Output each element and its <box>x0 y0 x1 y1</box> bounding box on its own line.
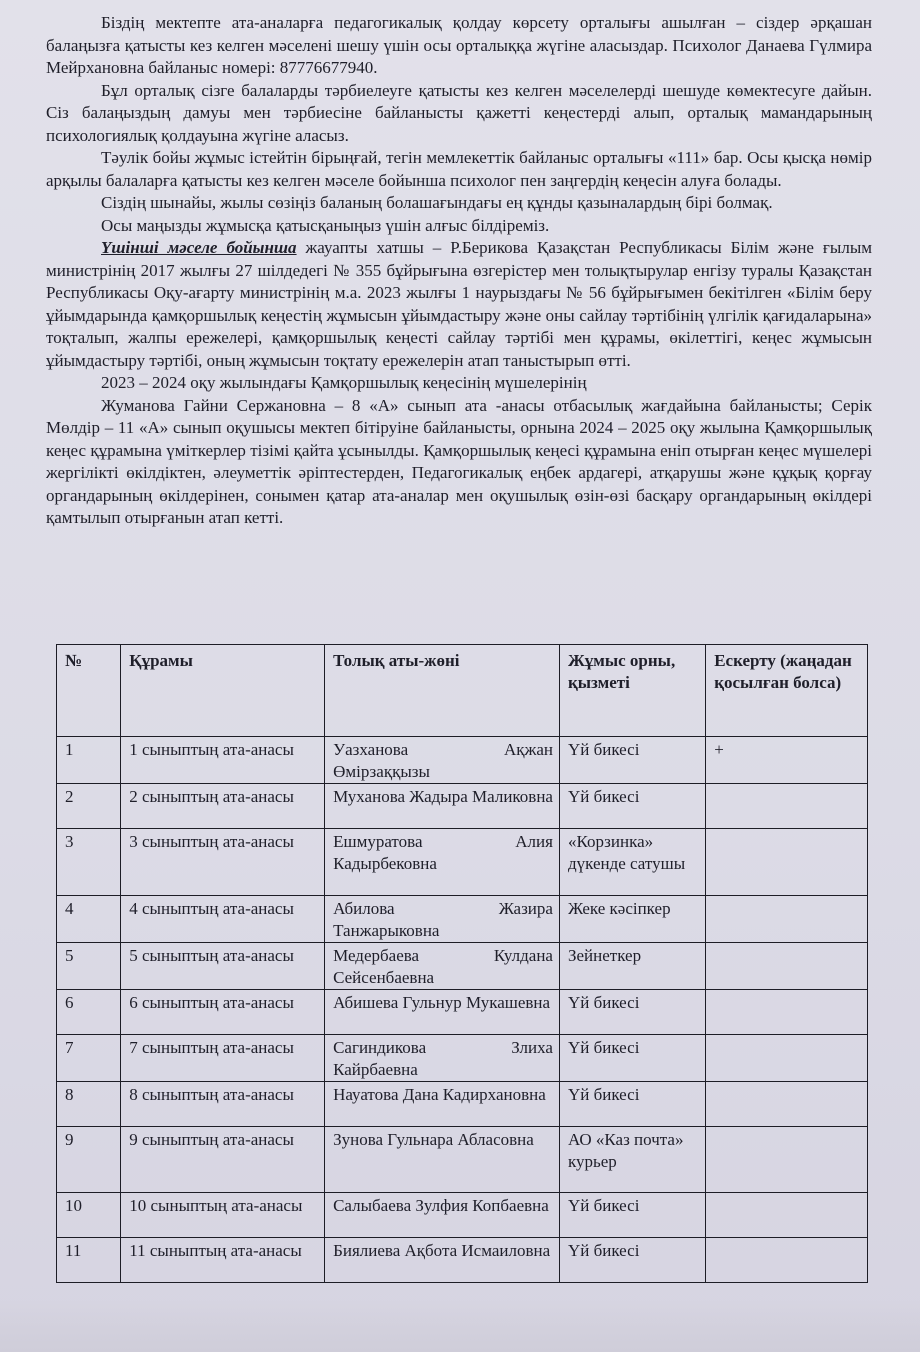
row-composition: 5 сыныптың ата-анасы <box>121 943 325 990</box>
header-number: № <box>57 645 121 737</box>
third-issue-heading: Үшінші мәселе бойынша <box>101 238 297 257</box>
paragraph-hotline: Тәулік бойы жұмыс істейтін бірыңғай, тегін мемлекеттік байланыс орталығы «111» бар. Осы қысқа нөмір арқылы балаларға қатысты кез келген мәселе бойынша психолог пен заңгердің кеңесін алуға болады. <box>46 148 872 190</box>
row-full-name: Муханова Жадыра Маликовна <box>325 784 560 829</box>
row-full-name: Абишева Гульнур Мукашевна <box>325 990 560 1035</box>
header-workplace: Жұмыс орны, қызметі <box>559 645 705 737</box>
table-row <box>57 1035 868 1082</box>
row-full-name: Ешмуратова Алия Кадырбековна <box>325 829 560 896</box>
row-number: 5 <box>57 943 121 990</box>
table-row <box>57 1193 868 1238</box>
row-number: 4 <box>57 896 121 943</box>
council-members-table <box>56 644 868 1283</box>
row-note <box>706 943 868 990</box>
row-number: 8 <box>57 1082 121 1127</box>
third-issue-text: жауапты хатшы – Р.Берикова Қазақстан Республикасы Білім және ғылым министрінің 2017 жылғы 27 шілдедегі № 355 бұйрығына өзгерістер мен толықтырулар енгізу туралы Қазақстан Республикасы Оқу-ағарту министрінің м.а. 2023 жылғы 1 наурыздағы № 56 бұйрығымен бекітілген «Білім беру ұйымдарында қамқоршылық кеңестің жұмысын ұйымдастыру және оны сайлау тәртібінің үлгілік қағидаларына» тоқталып, жалпы ережелері, қамқоршылық кеңесті сайлау тәртібі мен құрамы, өкілеттігі, кеңес жұмысын ұйымдастыру тәртібі, оның жұмысын тоқтату ережелерін атап таныстырып өтті. <box>46 238 872 370</box>
row-full-name: Уазханова Ақжан Өмірзаққызы <box>325 737 560 784</box>
row-number: 2 <box>57 784 121 829</box>
row-composition: 7 сыныптың ата-анасы <box>121 1035 325 1082</box>
header-full-name: Толық аты-жөні <box>325 645 560 737</box>
row-workplace: Жеке кәсіпкер <box>559 896 705 943</box>
row-number: 11 <box>57 1238 121 1283</box>
row-number: 3 <box>57 829 121 896</box>
row-workplace: Үй бикесі <box>559 784 705 829</box>
table-row <box>57 784 868 829</box>
table-row <box>57 1082 868 1127</box>
row-note <box>706 784 868 829</box>
row-workplace: Зейнеткер <box>559 943 705 990</box>
row-composition: 2 сыныптың ата-анасы <box>121 784 325 829</box>
table-row <box>57 737 868 784</box>
row-note <box>706 990 868 1035</box>
row-full-name: Биялиева Ақбота Исмаиловна <box>325 1238 560 1283</box>
table-row <box>57 990 868 1035</box>
header-composition: Құрамы <box>121 645 325 737</box>
row-note <box>706 1193 868 1238</box>
page-shadow <box>0 1300 920 1352</box>
table-row <box>57 1127 868 1193</box>
row-full-name: Науатова Дана Кадирхановна <box>325 1082 560 1127</box>
row-full-name: Абилова Жазира Танжарыковна <box>325 896 560 943</box>
row-workplace: Үй бикесі <box>559 1193 705 1238</box>
row-workplace: Үй бикесі <box>559 1035 705 1082</box>
header-note: Ескерту (жаңадан қосылған болса) <box>706 645 868 737</box>
row-composition: 1 сыныптың ата-анасы <box>121 737 325 784</box>
row-note <box>706 1035 868 1082</box>
row-composition: 6 сыныптың ата-анасы <box>121 990 325 1035</box>
paragraph-thanks: Осы маңызды жұмысқа қатысқаныңыз үшін алғыс білдіреміз. <box>101 215 550 235</box>
paragraph-third-issue <box>46 237 872 372</box>
row-number: 9 <box>57 1127 121 1193</box>
row-composition: 10 сыныптың ата-анасы <box>121 1193 325 1238</box>
row-note: + <box>706 737 868 784</box>
paragraph-sincere-word: Сіздің шынайы, жылы сөзіңіз баланың болашағындағы ең құнды қазыналардың бірі болмақ. <box>101 193 773 212</box>
document-body <box>46 12 872 530</box>
paragraph-center-info: Біздің мектепте ата-аналарға педагогикалық қолдау көрсету орталығы ашылған – сіздер әрқашан балаңызға қатысты кез келген мәселені шешу үшін осы орталыққа жүгіне аласыздар. Психолог Данаева Гүлмира Мейрхановна байланыс номері: 87776677940. <box>46 13 872 77</box>
row-workplace: Үй бикесі <box>559 1238 705 1283</box>
row-workplace: «Корзинка» дүкенде сатушы <box>559 829 705 896</box>
row-workplace: АО «Каз почта» курьер <box>559 1127 705 1193</box>
row-number: 10 <box>57 1193 121 1238</box>
row-composition: 4 сыныптың ата-анасы <box>121 896 325 943</box>
row-full-name: Зунова Гульнара Абласовна <box>325 1127 560 1193</box>
row-note <box>706 896 868 943</box>
table-header-row <box>57 645 868 737</box>
paragraph-members-changes: Жуманова Гайни Сержановна – 8 «А» сынып ата -анасы отбасылық жағдайына байланысты; Серік Мөлдір – 11 «А» сынып оқушысы мектеп бітіруіне байланысты, орнына 2024 – 2025 оқу жылына Қамқоршылық кеңес құрамына үміткерлер тізімі қайта ұсынылды. Қамқоршылық кеңесі құрамына еніп отырған кеңес мүшелері жергілікті өкілдіктен, әлеуметтік әріптестерден, Педагогикалық еңбек ардагері, атқарушы және құқық қорғау органдарының өкілдерінен, сонымен қатар ата-аналар мен оқушылық өзін-өзі басқару органдарының өкілдері қамтылып отырғанын атап кетті. <box>46 395 872 527</box>
paragraph-center-help: Бұл орталық сізге балаларды тәрбиелеуге қатысты кез келген мәселелерді шешуде көмектесуге дайын. Сіз балаңыздың дамуы мен тәрбиесіне байланысты қажетті кеңестерді алып, орталық мамандарының психологиялық қолдауына жүгіне аласыз. <box>46 80 872 145</box>
table-row <box>57 829 868 896</box>
row-note <box>706 1082 868 1127</box>
row-note <box>706 829 868 896</box>
row-full-name: Медербаева Кулдана Сейсенбаевна <box>325 943 560 990</box>
row-composition: 9 сыныптың ата-анасы <box>121 1127 325 1193</box>
row-full-name: Салыбаева Зулфия Копбаевна <box>325 1193 560 1238</box>
row-workplace: Үй бикесі <box>559 737 705 784</box>
members-heading: 2023 – 2024 оқу жылындағы Қамқоршылық кеңесінің мүшелерінің <box>101 373 587 392</box>
row-composition: 3 сыныптың ата-анасы <box>121 829 325 896</box>
table-row <box>57 943 868 990</box>
row-full-name: Сагиндикова Злиха Кайрбаевна <box>325 1035 560 1082</box>
row-composition: 11 сыныптың ата-анасы <box>121 1238 325 1283</box>
row-note <box>706 1127 868 1193</box>
row-composition: 8 сыныптың ата-анасы <box>121 1082 325 1127</box>
row-number: 7 <box>57 1035 121 1082</box>
row-number: 6 <box>57 990 121 1035</box>
table-row <box>57 896 868 943</box>
row-workplace: Үй бикесі <box>559 1082 705 1127</box>
row-number: 1 <box>57 737 121 784</box>
table-row <box>57 1238 868 1283</box>
row-note <box>706 1238 868 1283</box>
row-workplace: Үй бикесі <box>559 990 705 1035</box>
